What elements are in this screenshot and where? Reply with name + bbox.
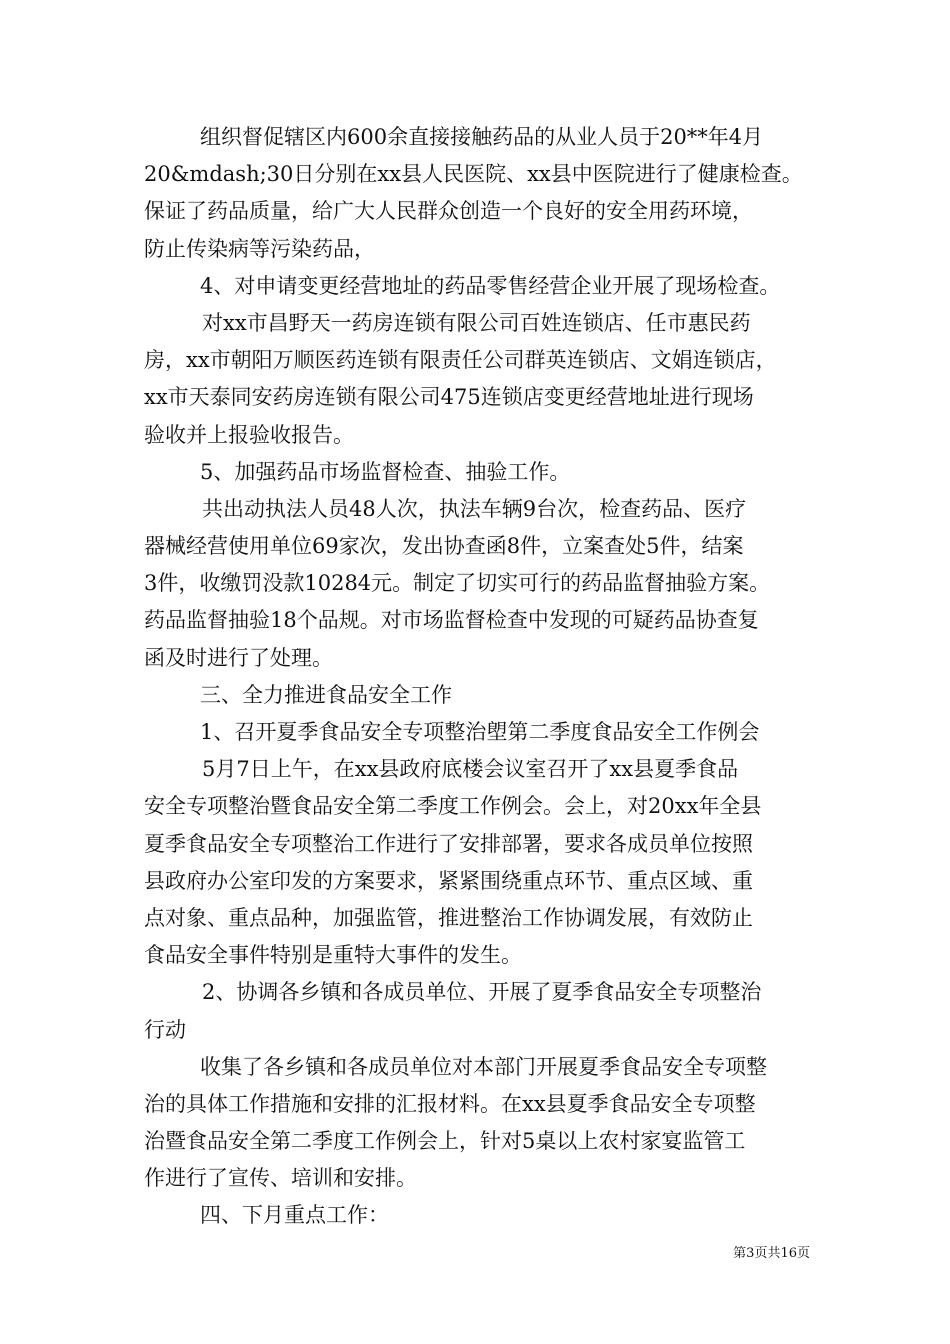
paragraph-line: 县政府办公室印发的方案要求，紧紧围绕重点环节、重点区域、重 <box>144 868 753 893</box>
paragraph-line: 夏季食品安全专项整治工作进行了安排部署，要求各成员单位按照 <box>144 831 753 856</box>
paragraph-line: 安全专项整治暨食品安全第二季度工作例会。会上，对20xx年全县 <box>144 794 762 819</box>
paragraph-line: 组织督促辖区内600余直接接触药品的从业人员于20**年4月 <box>200 125 764 149</box>
chapter-heading: 三、全力推进食品安全工作 <box>200 682 452 707</box>
section-heading: 2、协调各乡镇和各成员单位、开展了夏季食品安全专项整治 <box>202 980 762 1005</box>
section-heading: 5、加强药品市场监督检查、抽验工作。 <box>200 459 571 484</box>
paragraph-line: 保证了药品质量，给广大人民群众创造一个良好的安全用药环境， <box>144 199 753 224</box>
paragraph-line: 点对象、重点品种，加强监管，推进整治工作协调发展，有效防止 <box>144 905 753 930</box>
paragraph-line: 器械经营使用单位69家次，发出协查函8件，立案查处5件，结案 <box>144 534 744 559</box>
paragraph-line: 食品安全事件特别是重特大事件的发生。 <box>144 943 522 968</box>
paragraph-line: 共出动执法人员48人次，执法车辆9台次，检查药品、医疗 <box>202 496 747 521</box>
paragraph-line: 药品监督抽验18个品规。对市场监督检查中发现的可疑药品协查复 <box>144 608 759 633</box>
paragraph-line: 防止传染病等污染药品， <box>144 236 375 261</box>
paragraph-line: 治暨食品安全第二季度工作例会上，针对5桌以上农村家宴监管工 <box>144 1129 746 1154</box>
section-heading: 4、对申请变更经营地址的药品零售经营企业开展了现场检查。 <box>200 273 781 298</box>
paragraph-line: 治的具体工作措施和安排的汇报材料。在xx县夏季食品安全专项整 <box>144 1091 756 1116</box>
paragraph-line: 5月7日上午，在xx县政府底楼会议室召开了xx县夏季食品 <box>202 757 739 782</box>
paragraph-line: 收集了各乡镇和各成员单位对本部门开展夏季食品安全专项整 <box>200 1054 767 1079</box>
paragraph-line: 对xx市昌野天一药房连锁有限公司百姓连锁店、任市惠民药 <box>202 310 751 335</box>
page-number: 第3页共16页 <box>733 1246 810 1261</box>
section-heading-continued: 行动 <box>144 1017 186 1042</box>
paragraph-line: xx市天泰同安药房连锁有限公司475连锁店变更经营地址进行现场 <box>144 385 754 410</box>
paragraph-line: 函及时进行了处理。 <box>144 645 333 670</box>
paragraph-line: 验收并上报验收报告。 <box>144 422 354 447</box>
chapter-heading: 四、下月重点工作： <box>200 1203 389 1228</box>
document-body <box>144 119 814 1235</box>
section-heading: 1、召开夏季食品安全专项整治塱第二季度食品安全工作例会 <box>200 720 760 744</box>
paragraph-line: 作进行了宣传、培训和安排。 <box>144 1166 417 1191</box>
paragraph-line: 20&mdash;30日分别在xx县人民医院、xx县中医院进行了健康检查。 <box>144 162 803 187</box>
paragraph-line: 房，xx市朝阳万顺医药连锁有限责任公司群英连锁店、文娟连锁店， <box>144 348 777 373</box>
paragraph-line: 3件，收缴罚没款10284元。制定了切实可行的药品监督抽验方案。 <box>144 571 771 596</box>
